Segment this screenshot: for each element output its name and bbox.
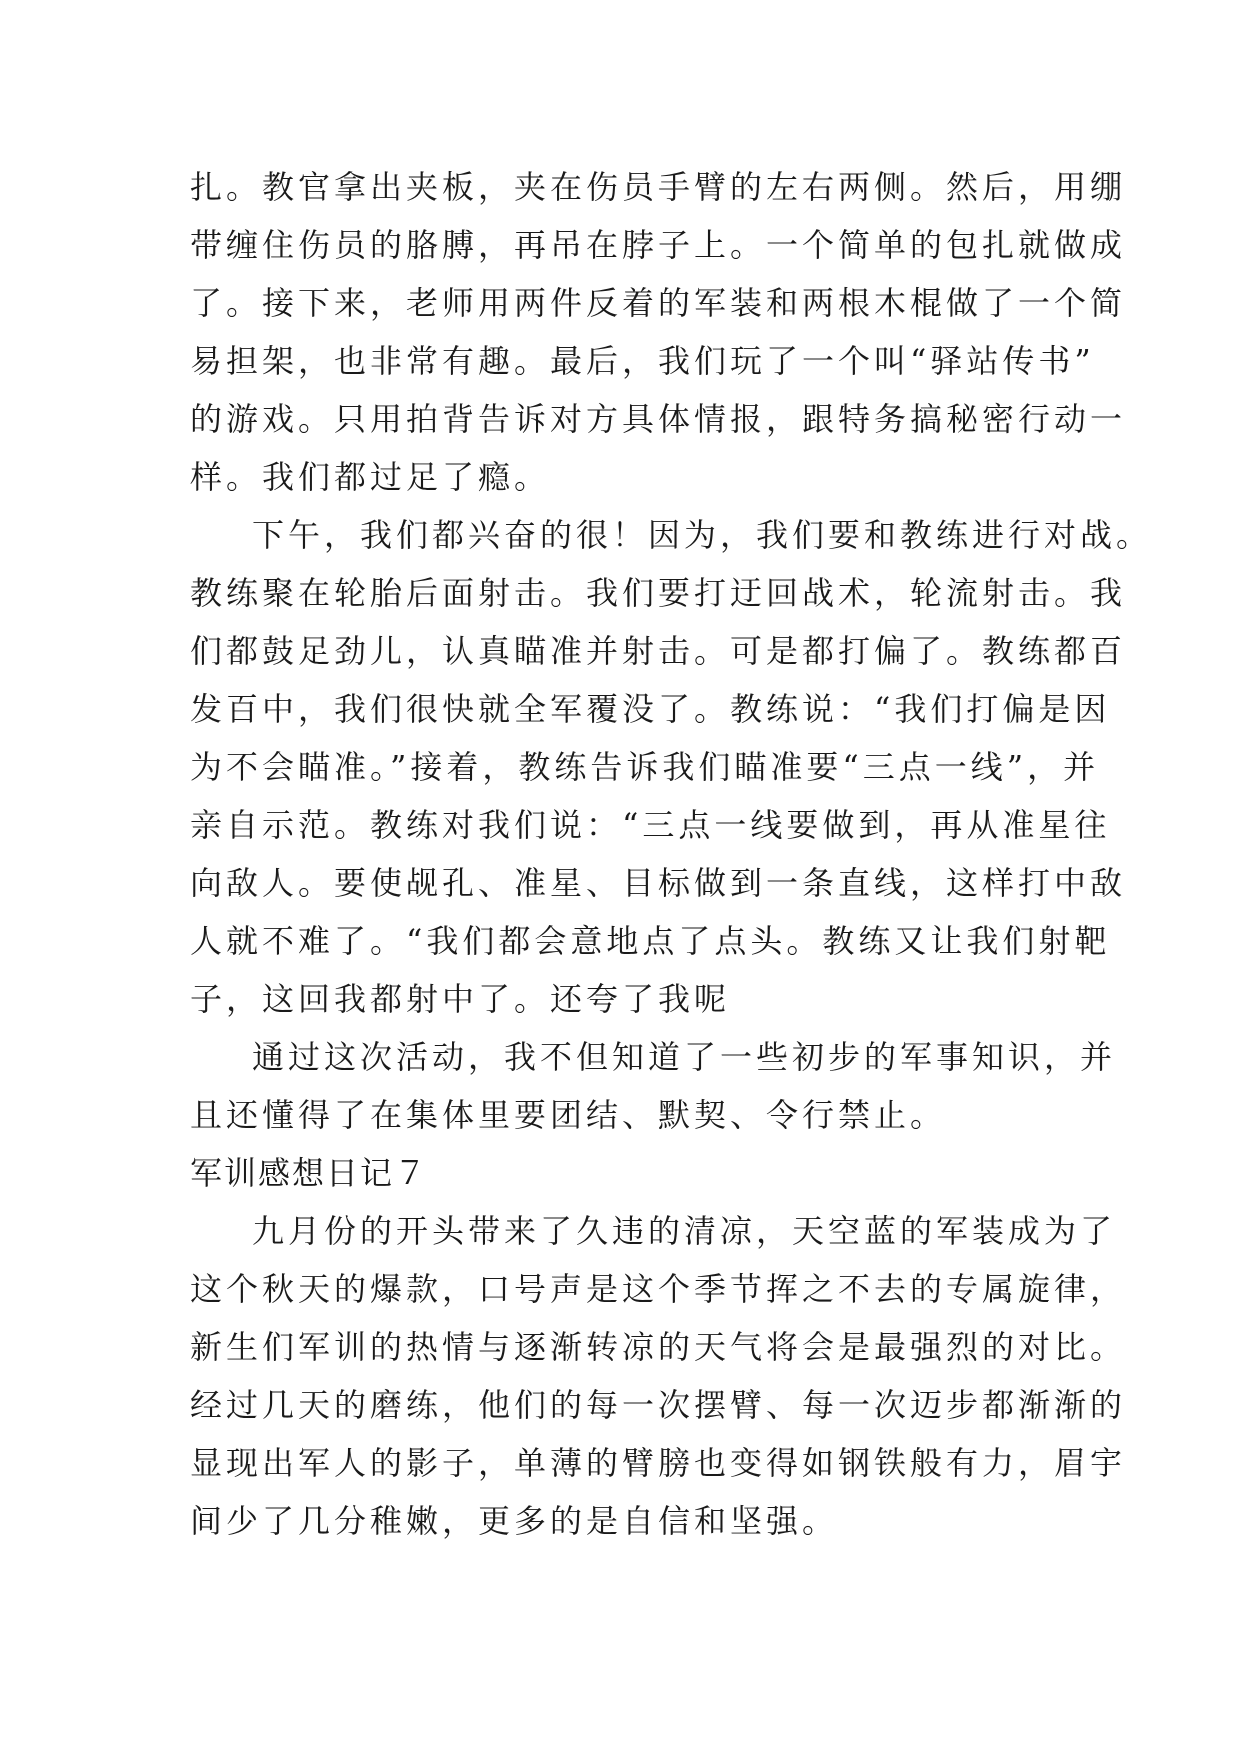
text-line: 九月份的开头带来了久违的清凉，天空蓝的军装成为了 bbox=[252, 1212, 1117, 1250]
paragraph-4 bbox=[190, 1202, 1127, 1550]
text-line: 扎。教官拿出夹板，夹在伤员手臂的左右两侧。然后，用绷 bbox=[190, 168, 1127, 206]
text-line: 易担架，也非常有趣。最后，我们玩了一个叫“驿站传书” bbox=[190, 342, 1095, 380]
text-line: 了。接下来，老师用两件反着的军装和两根木棍做了一个简 bbox=[190, 284, 1127, 322]
paragraph-2 bbox=[190, 506, 1153, 1028]
text-line: 人就不难了。“我们都会意地点了点头。教练又让我们射靶 bbox=[190, 922, 1111, 960]
text-line: 显现出军人的影子，单薄的臂膀也变得如钢铁般有力，眉宇 bbox=[190, 1444, 1127, 1482]
document-body bbox=[190, 158, 1153, 1550]
text-line: 们都鼓足劲儿，认真瞄准并射击。可是都打偏了。教练都百 bbox=[190, 632, 1127, 670]
text-line: 亲自示范。教练对我们说：“三点一线要做到，再从准星往 bbox=[190, 806, 1111, 844]
text-line: 下午，我们都兴奋的很！因为，我们要和教练进行对战。 bbox=[252, 516, 1153, 554]
text-line: 经过几天的磨练，他们的每一次摆臂、每一次迈步都渐渐的 bbox=[190, 1386, 1127, 1424]
text-line: 样。我们都过足了瘾。 bbox=[190, 458, 551, 496]
text-line: 带缠住伤员的胳膊，再吊在脖子上。一个简单的包扎就做成 bbox=[190, 226, 1127, 264]
text-line: 间少了几分稚嫩，更多的是自信和坚强。 bbox=[190, 1502, 839, 1540]
text-line: 发百中，我们很快就全军覆没了。教练说：“我们打偏是因 bbox=[190, 690, 1111, 728]
text-line: 教练聚在轮胎后面射击。我们要打迂回战术，轮流射击。我 bbox=[190, 574, 1127, 612]
text-line: 通过这次活动，我不但知道了一些初步的军事知识，并 bbox=[252, 1038, 1117, 1076]
text-line: 新生们军训的热情与逐渐转凉的天气将会是最强烈的对比。 bbox=[190, 1328, 1127, 1366]
text-line: 向敌人。要使觇孔、准星、目标做到一条直线，这样打中敌 bbox=[190, 864, 1127, 902]
text-line: 这个秋天的爆款，口号声是这个季节挥之不去的专属旋律， bbox=[190, 1270, 1127, 1308]
paragraph-1 bbox=[190, 158, 1127, 506]
text-line: 的游戏。只用拍背告诉对方具体情报，跟特务搞秘密行动一 bbox=[190, 400, 1127, 438]
text-line: 且还懂得了在集体里要团结、默契、令行禁止。 bbox=[190, 1096, 947, 1134]
text-line: 为不会瞄准。”接着，教练告诉我们瞄准要“三点一线”，并 bbox=[190, 748, 1100, 786]
text-line: 子，这回我都射中了。还夸了我呢 bbox=[190, 980, 731, 1018]
section-heading: 军训感想日记７ bbox=[190, 1154, 429, 1192]
paragraph-3 bbox=[190, 1028, 1117, 1144]
